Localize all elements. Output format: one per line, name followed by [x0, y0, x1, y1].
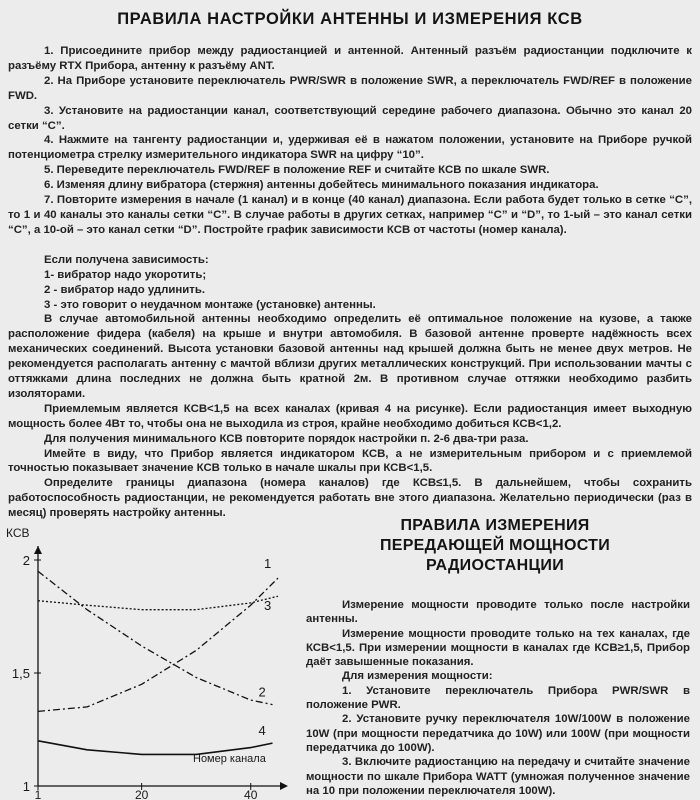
dependency-item-2: 2 - вибратор надо удлинить. [44, 283, 206, 296]
y-tick-label: 2 [22, 553, 30, 568]
setup-step-6: 6. Изменяя длину вибратора (стержня) антенны добейтесь минимального показания индикатора. [44, 179, 599, 192]
dependency-intro: Если получена зависимость: [44, 253, 209, 266]
setup-instructions [8, 44, 692, 521]
setup-step-5: 5. Переведите переключатель FWD/REF в положение REF и считайте КСВ по шкале SWR. [44, 164, 550, 177]
paragraph-acceptable-swr: Приемлемым является КСВ<1,5 на всех каналах (кривая 4 на рисунке). Если радиостанция имеет выходную мощность более 4Вт то, чтобы она не выходила из строя, крайне необходимо добиться КСВ<1,2. [8, 402, 692, 430]
page-title: ПРАВИЛА НАСТРОЙКИ АНТЕННЫ И ИЗМЕРЕНИЯ КСВ [117, 10, 583, 28]
dependency-item-1: 1- вибратор надо укоротить; [44, 268, 207, 281]
x-tick-label: 1 [34, 788, 42, 800]
series-3-label: 3 [264, 598, 272, 614]
series-3-line [38, 596, 278, 610]
power-title-line-1: ПРАВИЛА ИЗМЕРЕНИЯ [400, 517, 590, 534]
power-paragraph-2: Измерение мощности проводите только на тех каналах, где КСВ<1,5. При измерении мощности в каналах где КСВ≥1,5, Прибор даёт завышенные показания. [306, 627, 690, 669]
x-tick-label: 40 [244, 788, 258, 800]
setup-step-2: 2. На Приборе установите переключатель PWR/SWR в положение SWR, а переключатель FWD/REF в положение FWD. [8, 74, 692, 102]
paragraph-repeat: Для получения минимального КСВ повторите порядок настройки п. 2-6 два-три раза. [44, 432, 529, 445]
power-paragraph-1: Измерение мощности проводите только после настройки антенны. [306, 599, 690, 626]
x-tick-label: 20 [134, 788, 149, 800]
x-axis-label: Номер канала [193, 753, 266, 765]
power-paragraph-3: Для измерения мощности: [342, 670, 493, 683]
series-2-label: 2 [258, 684, 266, 700]
setup-step-3: 3. Установите на радиостанции канал, соответствующий середине рабочего диапазона. Обычно это канал 20 сетки “С”. [8, 104, 692, 132]
dependency-item-3: 3 - это говорит о неудачном монтаже (установке) антенны. [44, 298, 376, 311]
power-step-1: 1. Установите переключатель Прибора PWR/SWR в положение PWR. [306, 684, 690, 712]
setup-step-1: 1. Присоедините прибор между радиостанцией и антенной. Антенный разъём радиостанции подключите к разъёму RTX Прибора, антенну к разъёму ANT. [8, 45, 692, 72]
power-step-2: 2. Установите ручку переключателя 10W/100W в положение 10W (при мощности передатчика до 10W) или 100W (при мощности передатчика до 100W). [306, 713, 690, 754]
power-step-3: 3. Включите радиостанцию на передачу и считайте значение мощности по шкале Прибора WATT (умножая полученное значение на 10 при положении переключателя 100W). [306, 756, 690, 797]
series-2-line [38, 571, 273, 704]
power-section-title [345, 516, 645, 576]
power-title-line-3: РАДИОСТАНЦИИ [425, 557, 565, 574]
series-1-label: 1 [264, 556, 272, 572]
setup-step-4: 4. Нажмите на тангенту радиостанции и, удерживая её в нажатом положении, установите на Приборе ручкой потенциометра стрелку измерительного индикатора SWR на цифру “10”. [8, 134, 692, 162]
swr-chart [0, 520, 300, 800]
y-axis-label: КСВ [6, 526, 30, 540]
y-axis-arrow [34, 546, 42, 554]
paragraph-range: Определите границы диапазона (номера каналов) где КСВ≤1,5. В дальнейшем, чтобы сохранить работоспособность радиостанции, не рекомендуется работать вне этого диапазона. Желательно периодически (раз в месяц) проверять настройку антенны. [8, 477, 692, 520]
power-instructions [306, 598, 690, 798]
setup-step-7: 7. Повторите измерения в начале (1 канал) и в конце (40 канал) диапазона. Если работа будет только в сетке “С”, то 1 и 40 каналы это каналы сетки “С”. В случае работы в других сетках, например “С” и “D”, то 1-ый – это канал сетки “С”, а 10-ой – это канал сетки “D”. Постройте график зависимости КСВ от частоты (номер канала). [8, 194, 692, 236]
paragraph-indicator-note: Имейте в виду, что Прибор является индикатором КСВ, а не измерительным прибором и с приемлемой точностью показывает значение КСВ только в начале шкалы при КСВ<1,5. [8, 447, 692, 475]
power-title-line-2: ПЕРЕДАЮЩЕЙ МОЩНОСТИ [379, 537, 611, 554]
y-tick-label: 1,5 [11, 666, 30, 681]
series-4-label: 4 [258, 723, 266, 739]
y-tick-label: 1 [22, 779, 30, 794]
series-1-line [38, 578, 278, 711]
paragraph-car-antenna: В случае автомобильной антенны необходимо определить её оптимальное положение на кузове, а также расположение фидера (кабеля) на крыше и внутри автомобиля. В базовой антенне проверте надёжность всех механических соединений. Высота установки базовой антенны над крышей должна быть не менее двух метров. Не рекомендуется располагать антенну с мачтой вблизи других металлических конструкций. При использовании мачты с оттяжками длина последних не должна быть кратной 2м. В противном случае оттяжки необходимо разбить изоляторами. [8, 313, 692, 400]
x-axis-arrow [280, 782, 288, 790]
